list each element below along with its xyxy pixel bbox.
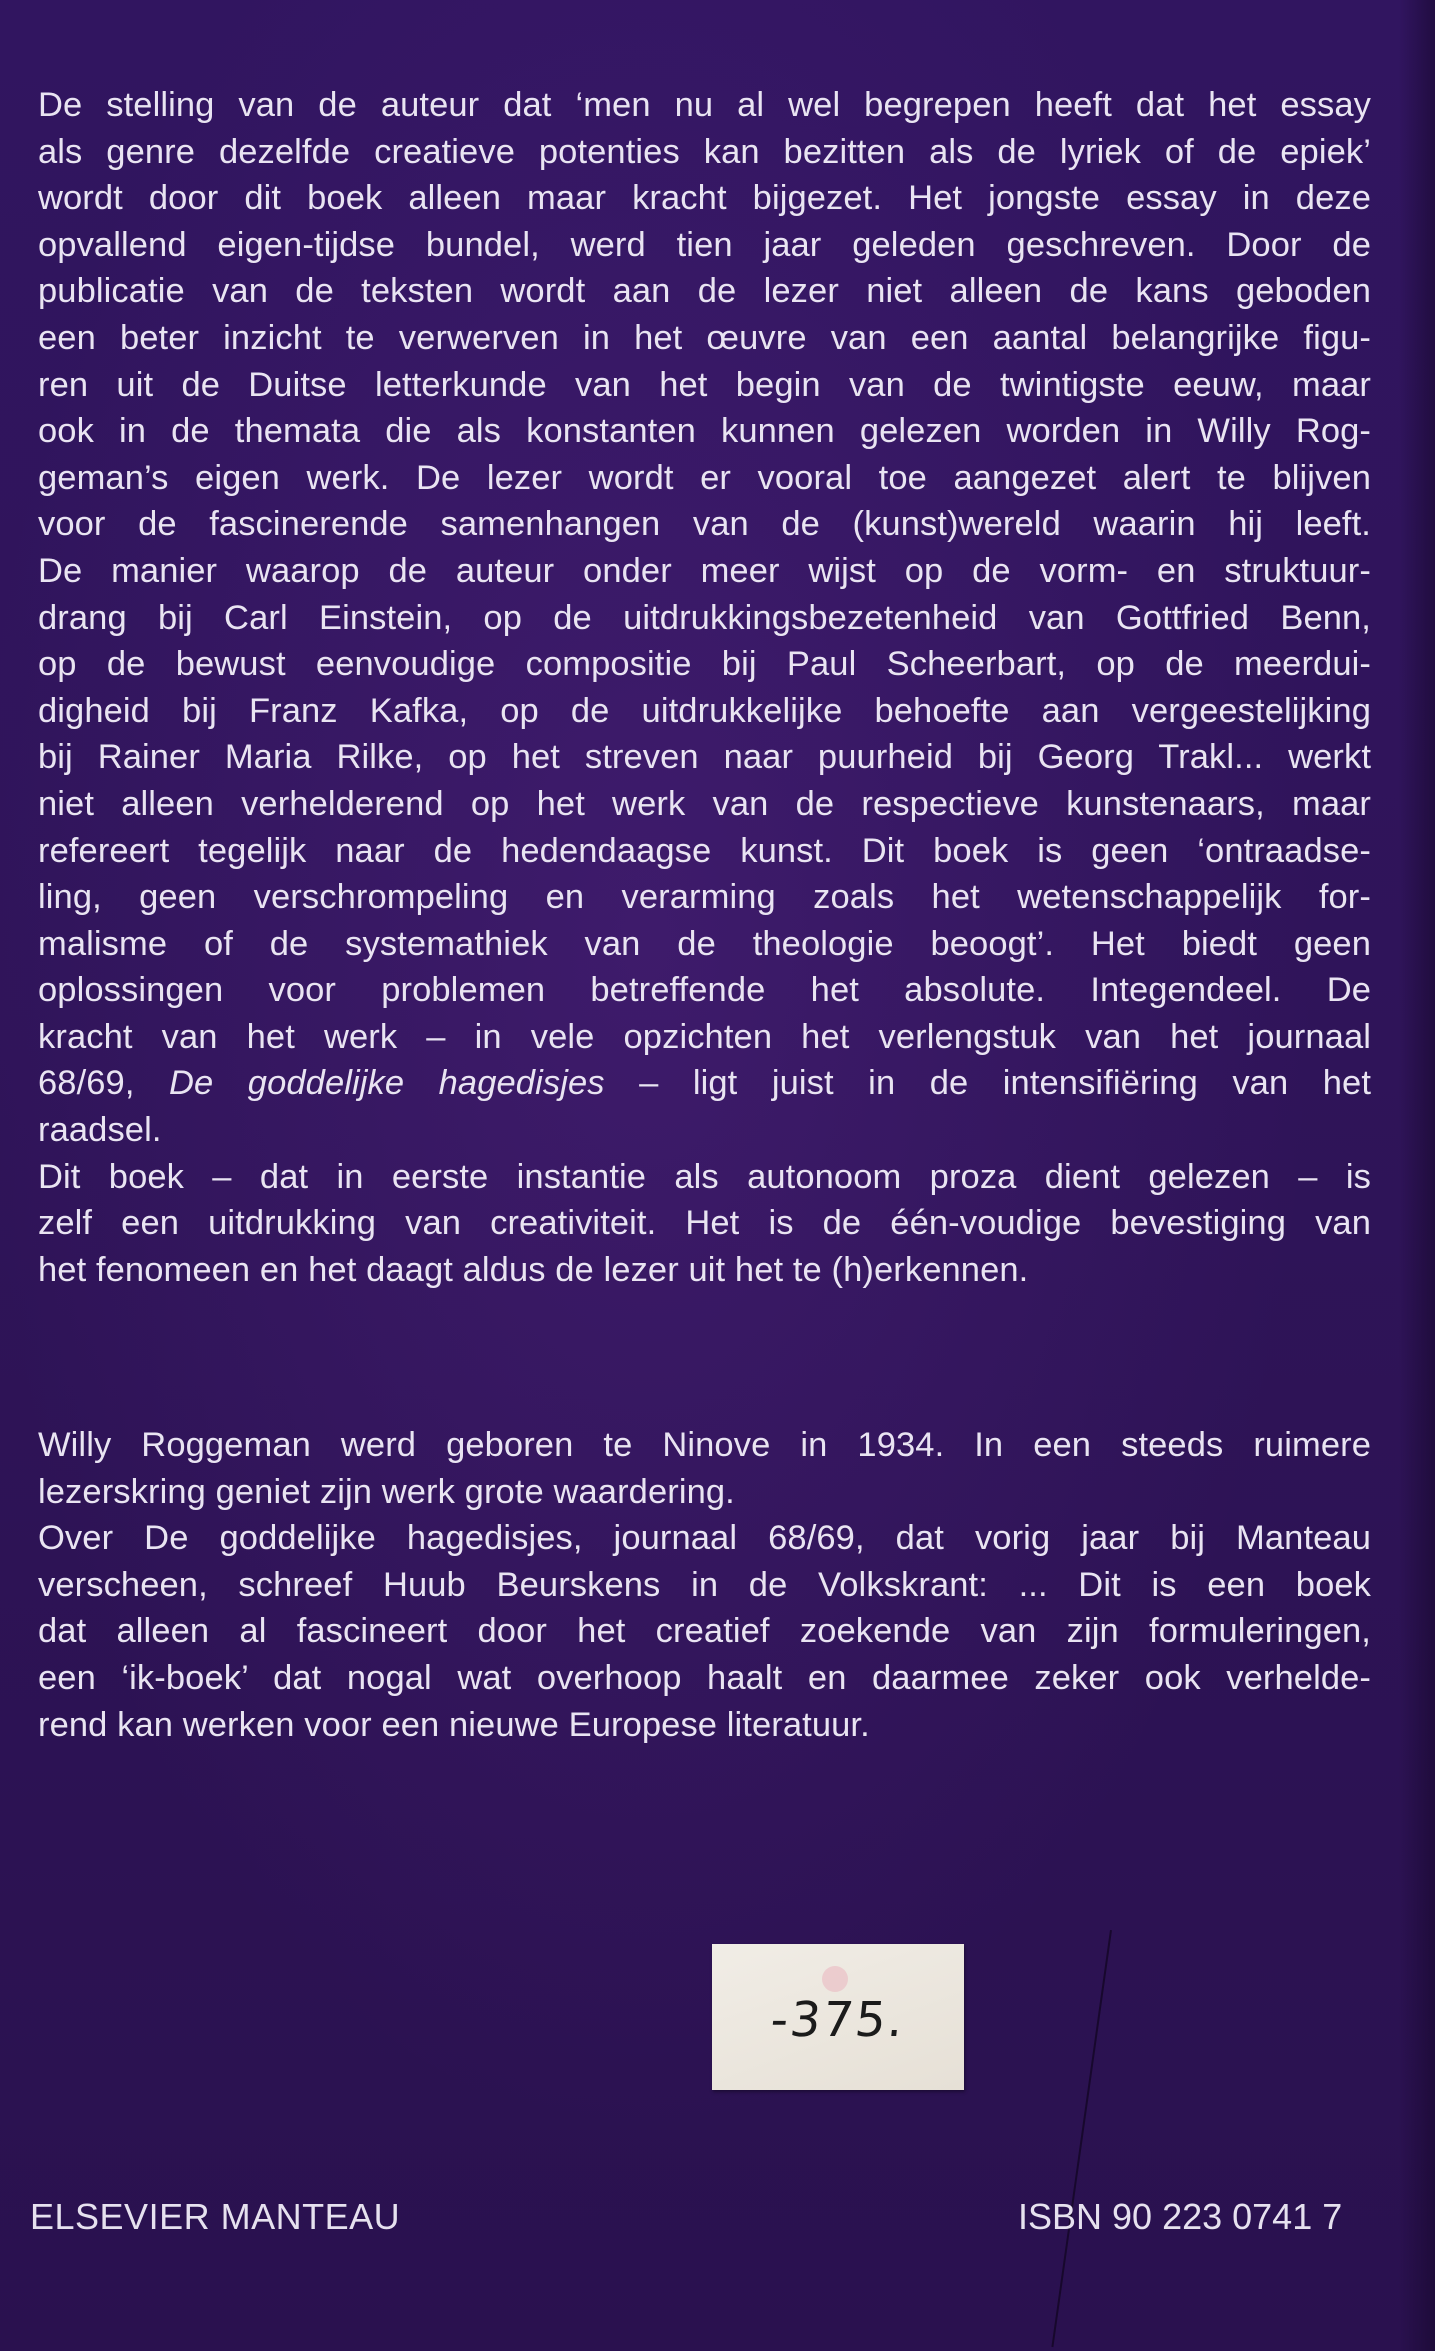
text-line: refereert tegelijk naar de hedendaagse kunst. Dit boek is geen ‘ontraadse- [38,831,1371,870]
text-line: Willy Roggeman werd geboren te Ninove in 1934. In een steeds ruimere [38,1426,1371,1464]
text-line: bij Rainer Maria Rilke, op het streven naar puurheid bij Georg Trakl... werkt [38,738,1371,777]
text-line: geman’s eigen werk. De lezer wordt er vooral toe aangezet alert te blijven [38,458,1371,497]
text-line: niet alleen verhelderend op het werk van de respectieve kunstenaars, maar [38,784,1371,823]
text-line-with-title [38,1060,1371,1107]
text-line: dat alleen al fascineert door het creatief zoekende van zijn formuleringen, [38,1612,1371,1651]
author-bio-text [38,1422,1371,1748]
text-line: De manier waarop de auteur onder meer wijst op de vorm- en struktuur- [38,551,1371,590]
text-line: het fenomeen en het daagt aldus de lezer uit het te (h)erkennen. [38,1250,1029,1289]
text-line: rend kan werken voor een nieuwe Europese literatuur. [38,1705,870,1744]
text-line: malisme of de systemathiek van de theologie beoogt’. Het biedt geen [38,924,1371,963]
text-line: De stelling van de auteur dat ‘men nu al wel begrepen heeft dat het essay [38,86,1371,124]
text-line: lezerskring geniet zijn werk grote waardering. [38,1472,735,1511]
text-line: voor de fascinerende samenhangen van de (kunst)wereld waarin hij leeft. [38,505,1371,544]
text-line: drang bij Carl Einstein, op de uitdrukkingsbezetenheid van Gottfried Benn, [38,598,1371,637]
text-line-prefix: 68/69, [38,1064,170,1103]
text-line: wordt door dit boek alleen maar kracht bijgezet. Het jongste essay in deze [38,179,1371,218]
book-title-italic: De goddelijke hagedisjes [169,1064,605,1103]
text-line-suffix: – ligt juist in de intensifiëring van het [604,1064,1371,1103]
text-line: als genre dezelfde creatieve potenties kan bezitten als de lyriek of de epiek’ [38,132,1371,171]
text-line: publicatie van de teksten wordt aan de lezer niet alleen de kans geboden [38,272,1371,311]
description-text [38,82,1371,1293]
cover-crease [1051,1930,1112,2347]
text-line: een beter inzicht te verwerven in het œuvre van een aantal belangrijke figu- [38,318,1371,357]
text-line: Over De goddelijke hagedisjes, journaal 68/69, dat vorig jaar bij Manteau [38,1519,1371,1558]
sticker-number: -375. [767,1992,909,2048]
price-sticker [712,1944,964,2090]
text-line: Dit boek – dat in eerste instantie als autonoom proza dient gelezen – is [38,1157,1371,1196]
text-line: raadsel. [38,1111,162,1150]
text-line: digheid bij Franz Kafka, op de uitdrukkelijke behoefte aan vergeestelijking [38,691,1371,730]
text-line: ren uit de Duitse letterkunde van het begin van de twintigste eeuw, maar [38,365,1371,404]
publisher-name: ELSEVIER MANTEAU [30,2196,401,2237]
text-line: zelf een uitdrukking van creativiteit. Het is de één-voudige bevestiging van [38,1204,1371,1243]
text-line: een ‘ik-boek’ dat nogal wat overhoop haalt en daarmee zeker ook verhelde- [38,1658,1371,1697]
text-line: kracht van het werk – in vele opzichten het verlengstuk van het journaal [38,1017,1371,1056]
text-line: ling, geen verschrompeling en verarming zoals het wetenschappelijk for- [38,878,1371,917]
text-line: op de bewust eenvoudige compositie bij Paul Scheerbart, op de meerdui- [38,645,1371,684]
text-line: verscheen, schreef Huub Beurskens in de Volkskrant: ... Dit is een boek [38,1565,1371,1604]
cover-edge-shadow [1399,0,1435,2351]
text-line: opvallend eigen-tijdse bundel, werd tien jaar geleden geschreven. Door de [38,225,1371,264]
isbn-number: ISBN 90 223 0741 7 [1018,2196,1343,2237]
sticker-stamp-mark [822,1966,848,1992]
text-line: ook in de themata die als konstanten kunnen gelezen worden in Willy Rog- [38,412,1371,451]
text-line: oplossingen voor problemen betreffende het absolute. Integendeel. De [38,971,1371,1010]
